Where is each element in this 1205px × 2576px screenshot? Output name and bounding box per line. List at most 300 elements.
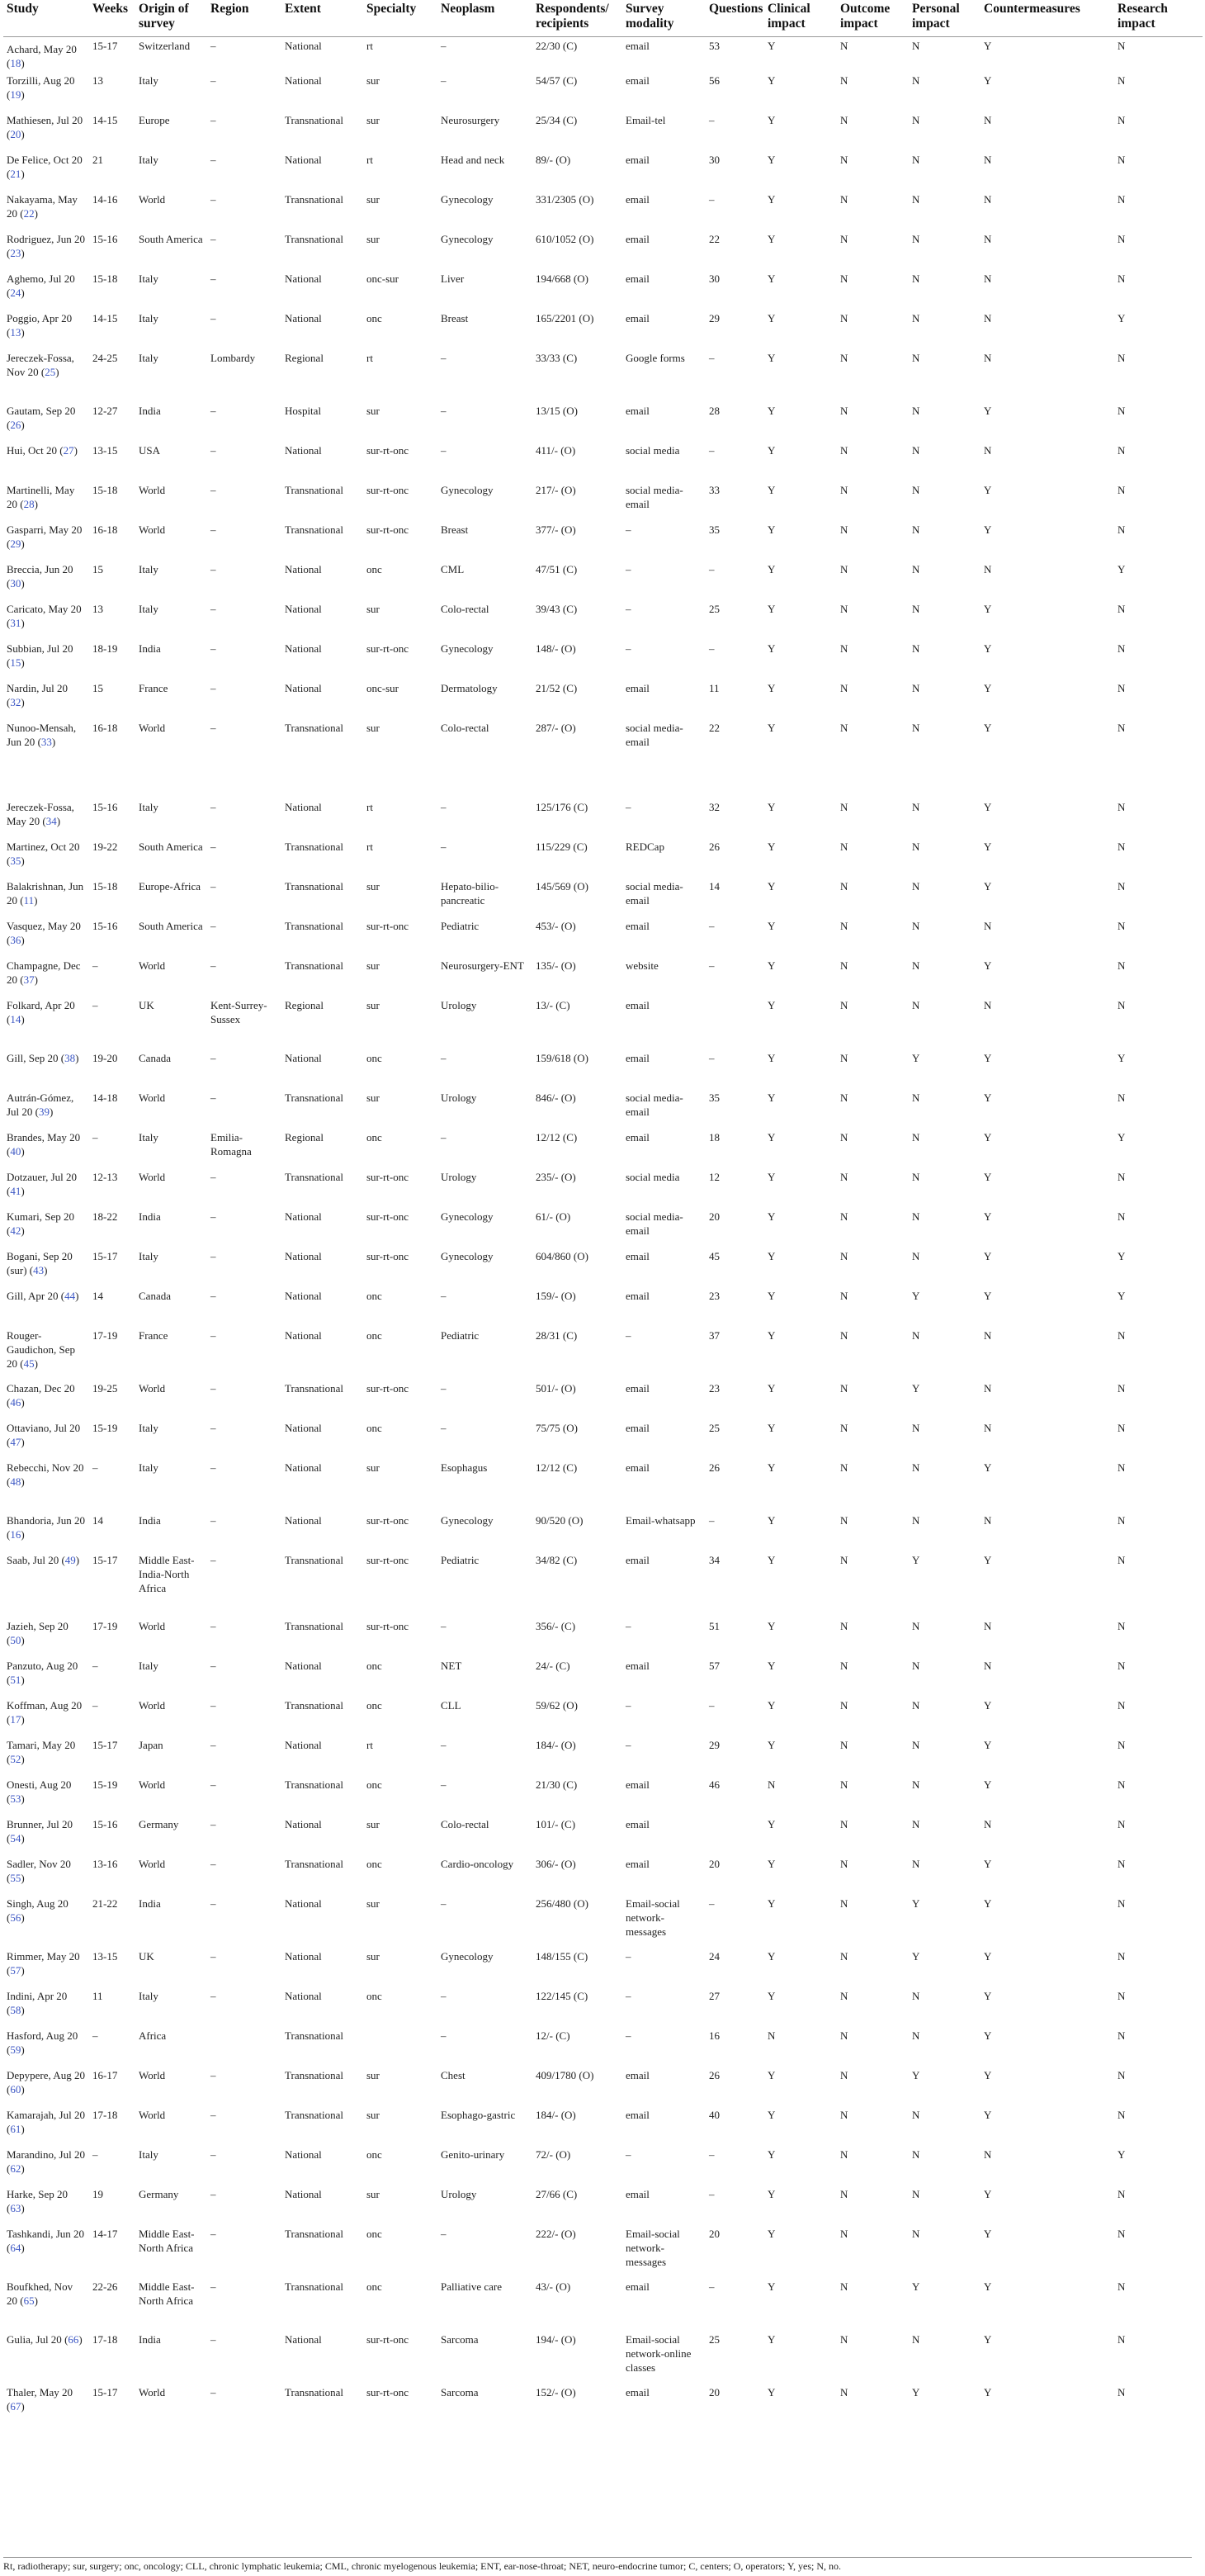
questions-cell: – [709,2188,715,2200]
questions-cell: – [709,352,715,364]
modality-cell: email [626,40,650,52]
study-cell: Nakayama, May 20 (22) [7,193,78,220]
reference-link[interactable]: 64 [10,2242,21,2254]
study-name: Harke, Sep 20 [7,2188,69,2200]
reference-link[interactable]: 20 [10,128,21,140]
study-cell: Aghemo, Jul 20 (24) [7,272,75,299]
study-name: Gulia, Jul 20 [7,2333,62,2346]
personal-impact-cell: Y [912,1897,920,1910]
table-row [3,878,1203,917]
countermeasures-cell: Y [984,2386,992,2398]
personal-impact-cell: N [912,40,920,52]
reference-link[interactable]: 61 [10,2123,21,2135]
questions-cell: 51 [709,1620,720,1632]
outcome-impact-cell: N [840,880,848,893]
specialty-cell: sur-rt-onc [366,642,409,655]
region-cell: – [210,40,216,52]
reference-link[interactable]: 32 [10,696,21,708]
respondents-cell: 287/- (O) [536,722,576,734]
study-cell: Autrán-Gómez, Jul 20 (39) [7,1091,74,1118]
outcome-impact-cell: N [840,2069,848,2081]
modality-cell: email [626,2069,650,2081]
neoplasm-cell: Gynecology [441,1250,494,1262]
reference-link[interactable]: 41 [10,1185,21,1197]
personal-impact-cell: N [912,880,920,893]
research-impact-cell: N [1118,959,1126,972]
table-row [3,1049,1203,1089]
specialty-cell: rt [366,352,373,364]
region-cell: – [210,1554,216,1566]
reference-link[interactable]: 45 [23,1357,35,1370]
weeks-cell: 15-16 [92,801,118,813]
research-impact-cell: N [1118,233,1126,245]
study-name: Breccia, Jun 20 [7,563,73,575]
clinical-impact-cell: Y [768,1091,776,1104]
outcome-impact-cell: N [840,2333,848,2346]
region-cell: – [210,1739,216,1751]
modality-cell: Email-tel [626,114,666,126]
specialty-cell: onc [366,312,382,324]
modality-cell: Email-social network-messages [626,2228,680,2268]
study-cell: Rouger-Gaudichon, Sep 20 (45) [7,1329,76,1370]
reference-link[interactable]: 31 [10,617,21,629]
reference-link[interactable]: 55 [10,1872,21,1884]
weeks-cell: 15 [92,563,103,575]
neoplasm-cell: Urology [441,2188,477,2200]
study-name: Indini, Apr 20 [7,1990,68,2002]
countermeasures-cell: Y [984,2280,992,2293]
region-cell: – [210,801,216,813]
reference-link[interactable]: 29 [10,537,21,550]
reference-link[interactable]: 36 [10,934,21,946]
study-name: Brandes, May 20 [7,1131,81,1144]
origin-cell: Italy [139,1250,158,1262]
reference-link[interactable]: 21 [10,168,21,180]
study-cell: Onesti, Aug 20 (53) [7,1778,72,1805]
region-cell: – [210,1382,216,1395]
study-cell: Ottaviano, Jul 20 (47) [7,1422,81,1448]
neoplasm-cell: Gynecology [441,642,494,655]
personal-impact-cell: N [912,1329,920,1342]
neoplasm-cell: – [441,841,447,853]
outcome-impact-cell: N [840,1422,848,1434]
study-cell: Jereczek-Fossa, May 20 (34) [7,801,74,827]
countermeasures-cell: N [984,352,992,364]
column-header: Study [3,0,89,37]
reference-link[interactable]: 42 [10,1224,21,1237]
modality-cell: social media-email [626,880,683,907]
study-name: Gill, Sep 20 [7,1052,59,1064]
modality-cell: – [626,1990,631,2002]
origin-cell: World [139,722,166,734]
region-cell: – [210,642,216,655]
region-cell: – [210,1171,216,1183]
personal-impact-cell: N [912,1739,920,1751]
respondents-cell: 13/- (C) [536,999,570,1011]
column-header: Research impact [1114,0,1203,37]
table-row [3,2146,1203,2185]
personal-impact-cell: N [912,1461,920,1474]
neoplasm-cell: Gynecology [441,1950,494,1963]
region-cell: – [210,1858,216,1870]
outcome-impact-cell: N [840,920,848,932]
neoplasm-cell: – [441,2029,447,2042]
origin-cell: Italy [139,1422,158,1434]
reference-link[interactable]: 54 [10,1832,21,1844]
modality-cell: email [626,1660,650,1672]
reference-link[interactable]: 23 [10,247,21,259]
region-cell: – [210,74,216,87]
reference-link[interactable]: 48 [10,1475,21,1488]
research-impact-cell: N [1118,642,1126,655]
study-cell: Dotzauer, Jul 20 (41) [7,1171,78,1197]
reference-link[interactable]: 34 [45,815,57,827]
reference-link[interactable]: 56 [10,1911,21,1924]
extent-cell: Transnational [285,2029,344,2042]
modality-cell: social media-email [626,1210,683,1237]
modality-cell: Email-social network-messages [626,1897,680,1938]
specialty-cell: sur [366,74,380,87]
origin-cell: Germany [139,2188,179,2200]
weeks-cell: – [92,1660,98,1672]
origin-cell: Europe-Africa [139,880,201,893]
specialty-cell: onc [366,2148,382,2161]
reference-link[interactable]: 28 [23,498,35,510]
outcome-impact-cell: N [840,841,848,853]
reference-link[interactable]: 22 [23,207,35,220]
countermeasures-cell: N [984,114,992,126]
outcome-impact-cell: N [840,114,848,126]
outcome-impact-cell: N [840,405,848,417]
origin-cell: Africa [139,2029,167,2042]
specialty-cell: onc [366,1422,382,1434]
table-row [3,1987,1203,2027]
clinical-impact-cell: Y [768,1950,776,1963]
reference-link[interactable]: 24 [10,286,21,299]
respondents-cell: 235/- (O) [536,1171,576,1183]
extent-cell: National [285,1329,322,1342]
questions-cell: 25 [709,603,720,615]
neoplasm-cell: – [441,2228,447,2240]
respondents-cell: 39/43 (C) [536,603,578,615]
specialty-cell: sur [366,193,380,206]
table-row [3,680,1203,719]
origin-cell: World [139,523,166,536]
column-header: Personal impact [909,0,981,37]
questions-cell: 20 [709,2386,720,2398]
reference-link[interactable]: 19 [10,88,21,101]
research-impact-cell: N [1118,1660,1126,1672]
extent-cell: Transnational [285,2109,344,2121]
questions-cell: – [709,920,715,932]
specialty-cell: onc [366,1990,382,2002]
neoplasm-cell: Liver [441,272,465,285]
table-row [3,111,1203,151]
specialty-cell: sur-rt-onc [366,523,409,536]
research-impact-cell: N [1118,40,1126,52]
table-row [3,561,1203,600]
countermeasures-cell: N [984,563,992,575]
region-cell: Lombardy [210,352,256,364]
reference-link[interactable]: 26 [10,419,21,431]
column-header: Specialty [363,0,437,37]
reference-link[interactable]: 66 [68,2333,79,2346]
research-impact-cell: N [1118,1554,1126,1566]
countermeasures-cell: Y [984,1290,992,1302]
reference-link[interactable]: 27 [63,444,74,457]
study-name: Panzuto, Aug 20 [7,1660,78,1672]
study-name: Jereczek-Fossa, May 20 [7,801,74,827]
clinical-impact-cell: Y [768,1514,776,1527]
study-cell: Jazieh, Sep 20 (50) [7,1620,69,1646]
reference-link[interactable]: 50 [10,1634,21,1646]
questions-cell: 12 [709,1171,720,1183]
reference-link[interactable]: 17 [10,1713,21,1726]
outcome-impact-cell: N [840,1620,848,1632]
specialty-cell: sur-rt-onc [366,1620,409,1632]
region-cell: – [210,1660,216,1672]
clinical-impact-cell: Y [768,1382,776,1395]
region-cell: – [210,2069,216,2081]
clinical-impact-cell: Y [768,193,776,206]
research-impact-cell: N [1118,880,1126,893]
questions-cell: 37 [709,1329,720,1342]
reference-link[interactable]: 49 [64,1554,76,1566]
origin-cell: World [139,1778,166,1791]
extent-cell: National [285,1950,322,1963]
modality-cell: social media-email [626,722,683,748]
reference-link[interactable]: 15 [10,656,21,669]
weeks-cell: 15-16 [92,1818,118,1830]
weeks-cell: 12-13 [92,1171,118,1183]
study-cell: Rebecchi, Nov 20 (48) [7,1461,84,1488]
reference-link[interactable]: 40 [10,1145,21,1158]
reference-link[interactable]: 51 [10,1674,21,1686]
neoplasm-cell: – [441,1620,447,1632]
modality-cell: – [626,1739,631,1751]
weeks-cell: 15-18 [92,272,118,285]
origin-cell: World [139,1091,166,1104]
neoplasm-cell: Head and neck [441,154,505,166]
table-row [3,640,1203,680]
questions-cell: – [709,114,715,126]
study-name: Tamari, May 20 [7,1739,76,1751]
table-row [3,310,1203,349]
extent-cell: National [285,801,322,813]
reference-link[interactable]: 58 [10,2004,21,2016]
specialty-cell: sur [366,2188,380,2200]
clinical-impact-cell: Y [768,2333,776,2346]
study-name: Caricato, May 20 [7,603,82,615]
specialty-cell: sur-rt-onc [366,444,409,457]
questions-cell: 11 [709,682,720,694]
respondents-cell: 152/- (O) [536,2386,576,2398]
origin-cell: Germany [139,1818,179,1830]
respondents-cell: 90/520 (O) [536,1514,584,1527]
region-cell: – [210,880,216,893]
origin-cell: World [139,1171,166,1183]
extent-cell: National [285,312,322,324]
personal-impact-cell: N [912,603,920,615]
reference-link[interactable]: 39 [39,1106,50,1118]
study-name: Bogani, Sep 20 (sur) [7,1250,73,1276]
study-cell: Gautam, Sep 20 (26) [7,405,76,431]
study-name: Boufkhed, Nov 20 [7,2280,73,2307]
table-row [3,2331,1203,2384]
reference-link[interactable]: 37 [23,973,35,986]
research-impact-cell: N [1118,1620,1126,1632]
countermeasures-cell: N [984,193,992,206]
region-cell: – [210,114,216,126]
reference-link[interactable]: 47 [10,1436,21,1448]
reference-link[interactable]: 33 [40,736,52,748]
neoplasm-cell: – [441,1290,447,1302]
questions-cell: 20 [709,1210,720,1223]
extent-cell: Transnational [285,1382,344,1395]
modality-cell: social media-email [626,1091,683,1118]
reference-link[interactable]: 46 [10,1396,21,1409]
reference-link[interactable]: 13 [10,326,21,339]
study-cell: Kumari, Sep 20 (42) [7,1210,74,1237]
reference-link[interactable]: 52 [10,1753,21,1765]
neoplasm-cell: Esophago-gastric [441,2109,516,2121]
neoplasm-cell: Genito-urinary [441,2148,505,2161]
reference-link[interactable]: 38 [64,1052,76,1064]
region-cell: – [210,1250,216,1262]
specialty-cell: sur [366,405,380,417]
table-row [3,2027,1203,2067]
modality-cell: Email-whatsapp [626,1514,696,1527]
neoplasm-cell: Sarcoma [441,2386,479,2398]
reference-link[interactable]: 16 [10,1528,21,1541]
study-cell: Hui, Oct 20 (27) [7,444,78,457]
table-row [3,1380,1203,1419]
outcome-impact-cell: N [840,1514,848,1527]
personal-impact-cell: N [912,722,920,734]
table-row [3,1327,1203,1380]
reference-link[interactable]: 57 [10,1964,21,1977]
outcome-impact-cell: N [840,2188,848,2200]
study-cell: Brunner, Jul 20 (54) [7,1818,73,1844]
study-name: Achard, May 20 [7,43,77,55]
reference-link[interactable]: 25 [45,366,56,378]
reference-link[interactable]: 30 [10,577,21,590]
personal-impact-cell: N [912,1131,920,1144]
extent-cell: Transnational [285,1171,344,1183]
table-row [3,2067,1203,2106]
modality-cell: – [626,563,631,575]
reference-link[interactable]: 63 [10,2202,21,2214]
weeks-cell: 13-15 [92,1950,118,1963]
extent-cell: National [285,1422,322,1434]
personal-impact-cell: N [912,1422,920,1434]
weeks-cell: 14-18 [92,1091,118,1104]
reference-link[interactable]: 18 [10,57,21,69]
research-impact-cell: N [1118,2188,1126,2200]
reference-link[interactable]: 43 [33,1264,45,1276]
respondents-cell: 306/- (O) [536,1858,576,1870]
column-header: Respondents/ recipients [532,0,622,37]
personal-impact-cell: N [912,2228,920,2240]
countermeasures-cell: Y [984,1778,992,1791]
outcome-impact-cell: N [840,154,848,166]
reference-link[interactable]: 44 [64,1290,76,1302]
personal-impact-cell: Y [912,1052,920,1064]
reference-link[interactable]: 62 [10,2162,21,2175]
extent-cell: National [285,272,322,285]
weeks-cell: – [92,1699,98,1712]
clinical-impact-cell: Y [768,1897,776,1910]
column-header: Origin of survey [135,0,207,37]
weeks-cell: – [92,2029,98,2042]
weeks-cell: 22-26 [92,2280,118,2293]
personal-impact-cell: N [912,352,920,364]
origin-cell: Italy [139,1461,158,1474]
study-name: De Felice, Oct 20 [7,154,83,166]
extent-cell: National [285,2333,322,2346]
research-impact-cell: Y [1118,1131,1126,1144]
clinical-impact-cell: Y [768,642,776,655]
extent-cell: National [285,1250,322,1262]
reference-link[interactable]: 53 [10,1792,21,1805]
region-cell: – [210,841,216,853]
study-name: Nardin, Jul 20 [7,682,69,694]
study-cell: Koffman, Aug 20 (17) [7,1699,83,1726]
clinical-impact-cell: Y [768,1250,776,1262]
respondents-cell: 222/- (O) [536,2228,576,2240]
neoplasm-cell: Gynecology [441,1210,494,1223]
table-row [3,1287,1203,1327]
study-cell: Indini, Apr 20 (58) [7,1990,68,2016]
reference-link[interactable]: 67 [10,2400,21,2413]
extent-cell: Regional [285,1131,324,1144]
origin-cell: World [139,1858,166,1870]
respondents-cell: 89/- (O) [536,154,571,166]
origin-cell: India [139,405,161,417]
countermeasures-cell: N [984,1818,992,1830]
study-name: Sadler, Nov 20 [7,1858,71,1870]
research-impact-cell: N [1118,801,1126,813]
questions-cell: 56 [709,74,720,87]
questions-cell: 30 [709,154,720,166]
modality-cell: email [626,2109,650,2121]
reference-link[interactable]: 14 [10,1013,21,1025]
neoplasm-cell: – [441,405,447,417]
reference-link[interactable]: 59 [10,2043,21,2056]
respondents-cell: 12/- (C) [536,2029,570,2042]
study-name: Balakrishnan, Jun 20 [7,880,84,907]
outcome-impact-cell: N [840,484,848,496]
research-impact-cell: N [1118,999,1126,1011]
reference-link[interactable]: 35 [10,855,21,867]
respondents-cell: 21/52 (C) [536,682,578,694]
clinical-impact-cell: Y [768,920,776,932]
reference-link[interactable]: 60 [10,2083,21,2095]
outcome-impact-cell: N [840,1858,848,1870]
respondents-cell: 43/- (O) [536,2280,571,2293]
questions-cell: – [709,1052,715,1064]
reference-link[interactable]: 11 [23,894,35,907]
weeks-cell: – [92,1461,98,1474]
weeks-cell: 21-22 [92,1897,118,1910]
questions-cell: 53 [709,40,720,52]
modality-cell: email [626,920,650,932]
clinical-impact-cell: Y [768,523,776,536]
extent-cell: Hospital [285,405,322,417]
reference-link[interactable]: 65 [23,2294,35,2307]
study-cell: Bogani, Sep 20 (sur) (43) [7,1250,73,1276]
table-body [3,37,1203,2424]
